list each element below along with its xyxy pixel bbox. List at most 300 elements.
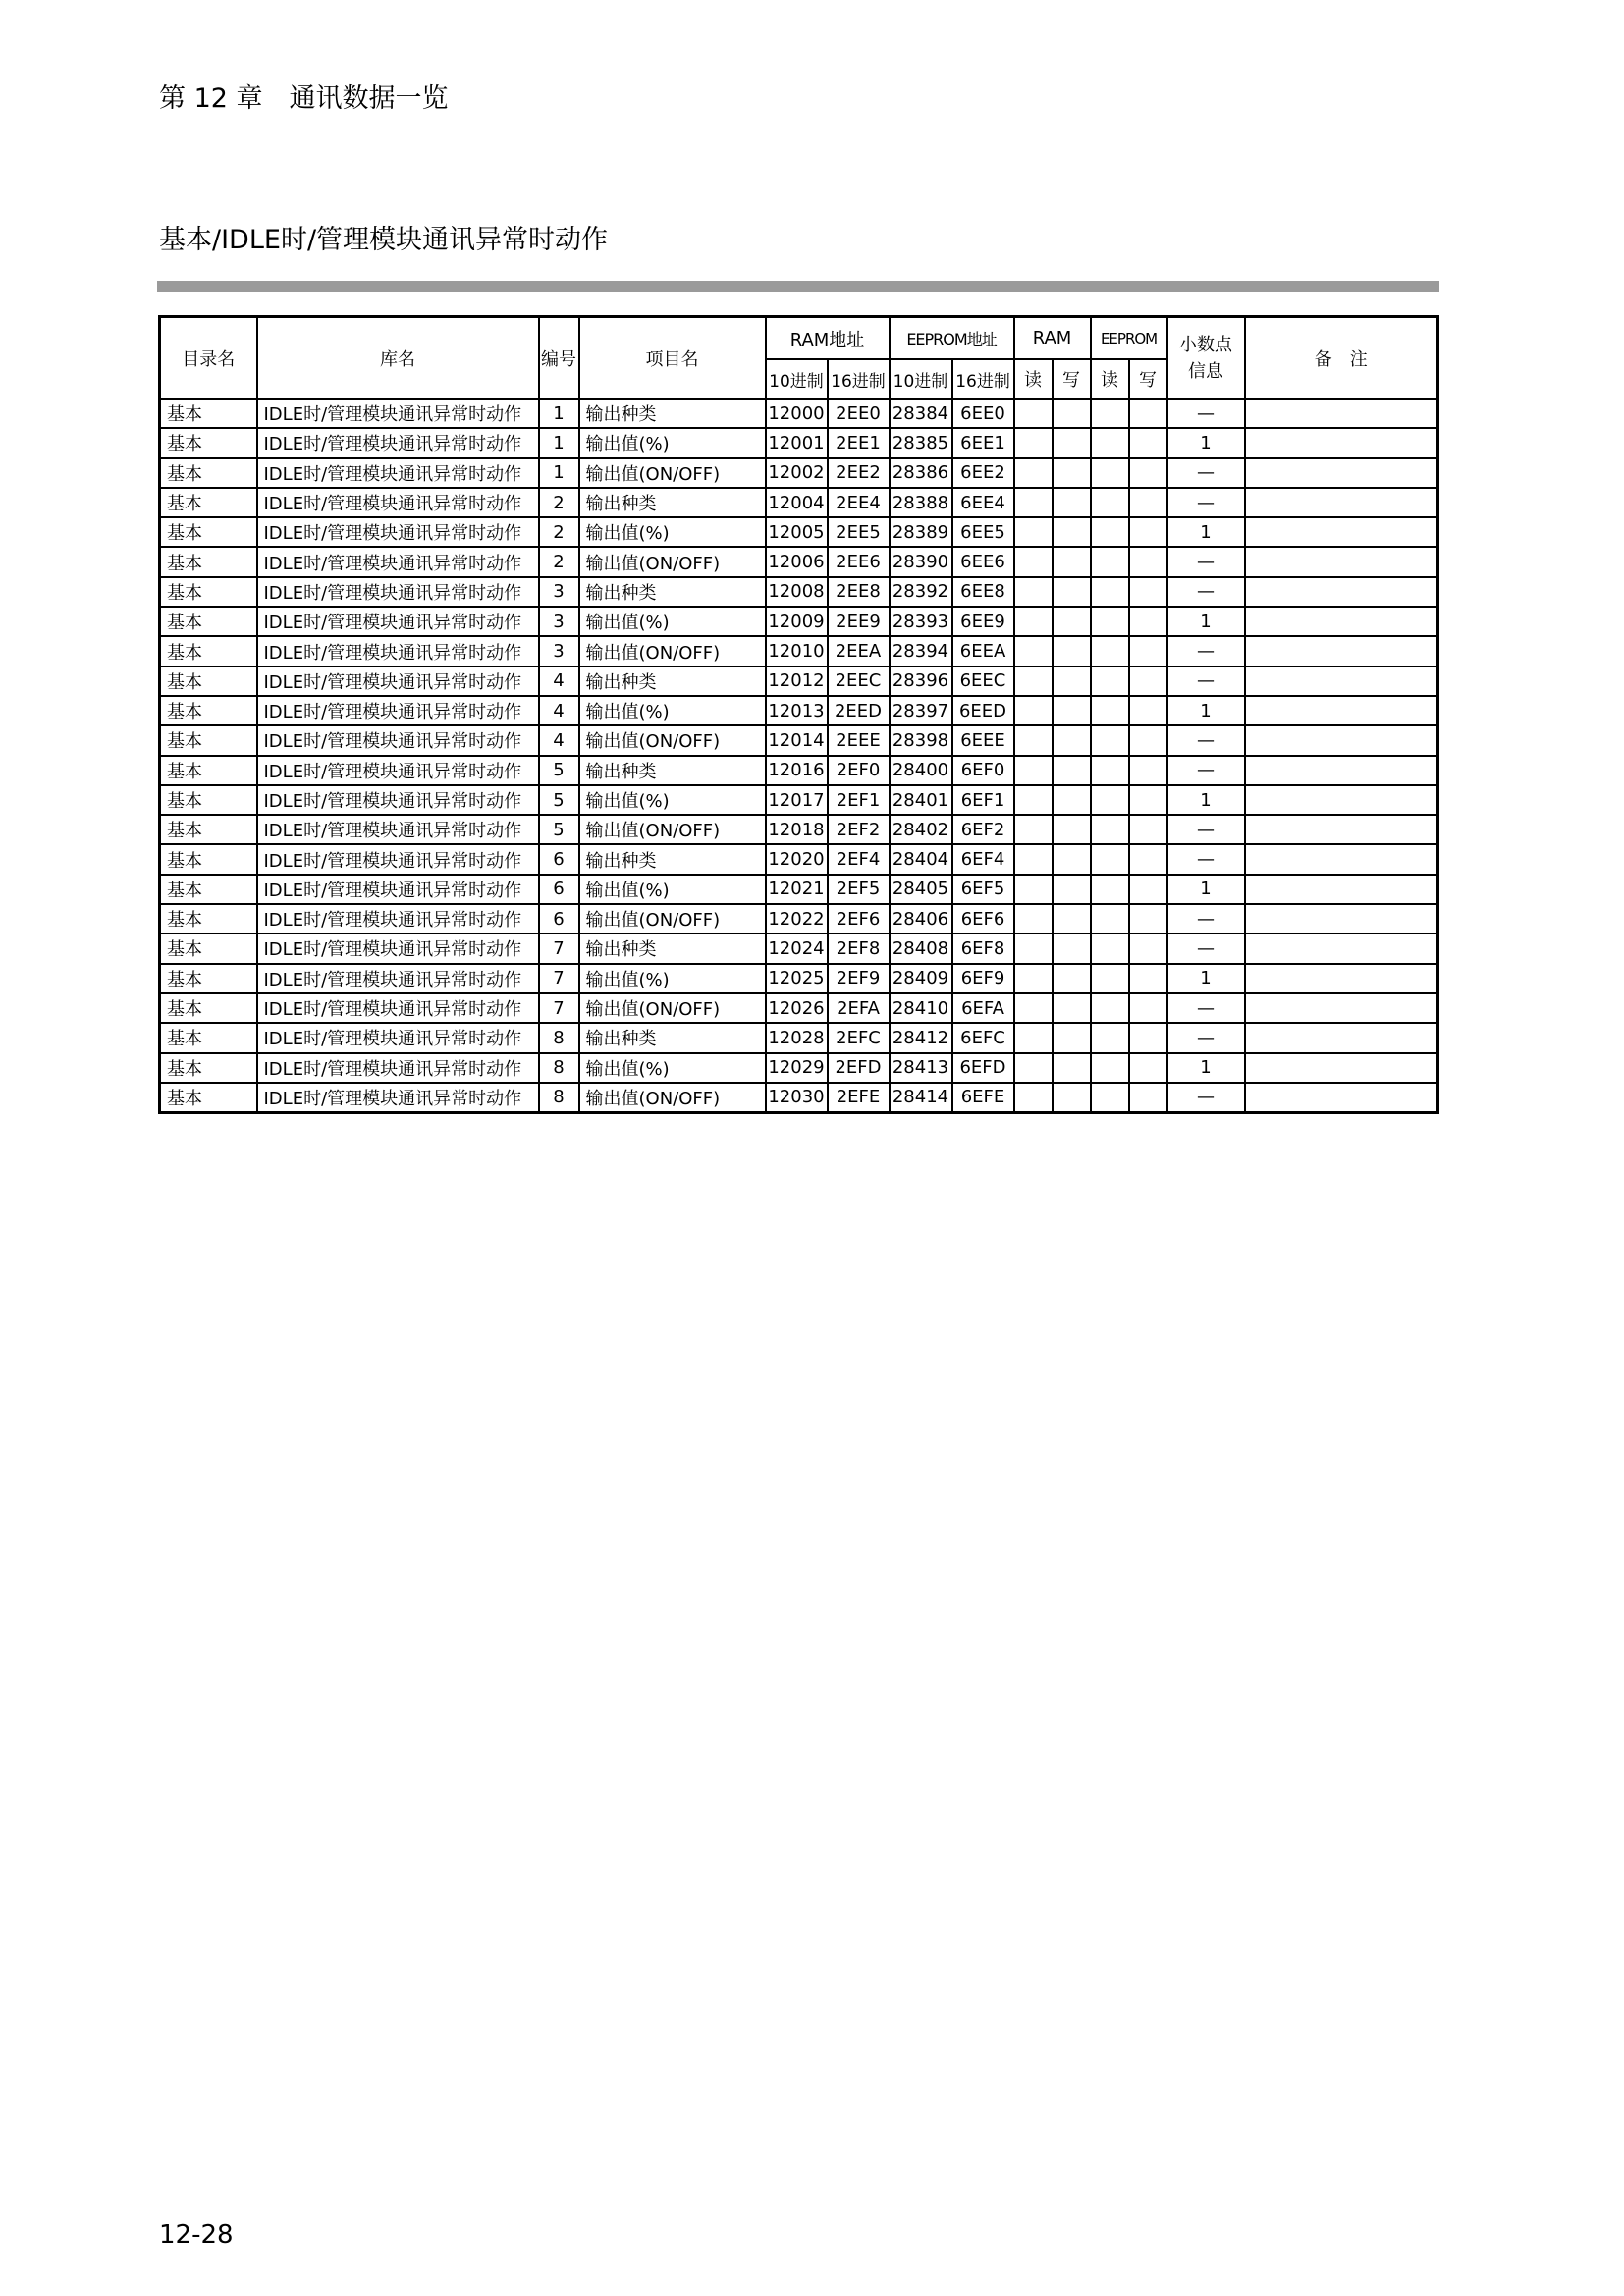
cell-remarks <box>1245 517 1438 547</box>
cell-eeprom-dec: 28396 <box>890 667 952 696</box>
cell-ram-write <box>1053 844 1091 874</box>
cell-remarks <box>1245 667 1438 696</box>
cell-eeprom-dec: 28390 <box>890 547 952 576</box>
cell-eeprom-hex: 6EF6 <box>952 904 1014 934</box>
cell-decimal-info: — <box>1167 488 1245 517</box>
cell-library: IDLE时/管理模块通讯异常时动作 <box>257 815 539 844</box>
chapter-heading: 第 12 章 通讯数据一览 <box>159 83 449 114</box>
cell-eeprom-hex: 6EFE <box>952 1083 1014 1113</box>
cell-eeprom-hex: 6EE2 <box>952 458 1014 488</box>
cell-remarks <box>1245 607 1438 636</box>
cell-eeprom-dec: 28406 <box>890 904 952 934</box>
cell-eeprom-dec: 28388 <box>890 488 952 517</box>
cell-eeprom-dec: 28392 <box>890 577 952 607</box>
table-row <box>160 815 1438 844</box>
cell-ram-read <box>1014 488 1053 517</box>
cell-eeprom-read <box>1091 1053 1129 1083</box>
cell-eeprom-hex: 6EE1 <box>952 428 1014 457</box>
cell-eeprom-dec: 28402 <box>890 815 952 844</box>
cell-eeprom-read <box>1091 1083 1129 1113</box>
cell-ram-hex: 2EF4 <box>828 844 890 874</box>
cell-ram-dec: 12025 <box>766 964 828 993</box>
cell-eeprom-hex: 6EEA <box>952 636 1014 666</box>
cell-eeprom-write <box>1129 844 1167 874</box>
cell-ram-read <box>1014 756 1053 785</box>
cell-number: 2 <box>539 488 579 517</box>
cell-decimal-info: 1 <box>1167 964 1245 993</box>
cell-ram-read <box>1014 1053 1053 1083</box>
cell-item: 输出值(%) <box>579 517 766 547</box>
cell-library: IDLE时/管理模块通讯异常时动作 <box>257 458 539 488</box>
cell-decimal-info: — <box>1167 934 1245 963</box>
table-body <box>160 399 1438 1113</box>
cell-ram-read <box>1014 1083 1053 1113</box>
header-catalog: 目录名 <box>160 317 257 400</box>
cell-remarks <box>1245 844 1438 874</box>
cell-eeprom-write <box>1129 756 1167 785</box>
header-ram: RAM <box>1014 317 1091 360</box>
cell-eeprom-write <box>1129 399 1167 428</box>
cell-ram-hex: 2EF2 <box>828 815 890 844</box>
cell-ram-dec: 12004 <box>766 488 828 517</box>
cell-item: 输出种类 <box>579 934 766 963</box>
cell-catalog: 基本 <box>160 785 257 815</box>
cell-eeprom-read <box>1091 399 1129 428</box>
cell-eeprom-read <box>1091 875 1129 904</box>
cell-eeprom-write <box>1129 577 1167 607</box>
cell-ram-dec: 12002 <box>766 458 828 488</box>
cell-remarks <box>1245 785 1438 815</box>
cell-remarks <box>1245 875 1438 904</box>
cell-ram-hex: 2EFD <box>828 1053 890 1083</box>
table-row <box>160 1023 1438 1052</box>
cell-ram-dec: 12018 <box>766 815 828 844</box>
cell-number: 6 <box>539 875 579 904</box>
cell-ram-write <box>1053 458 1091 488</box>
cell-number: 7 <box>539 934 579 963</box>
cell-library: IDLE时/管理模块通讯异常时动作 <box>257 725 539 755</box>
cell-eeprom-hex: 6EE6 <box>952 547 1014 576</box>
cell-eeprom-dec: 28405 <box>890 875 952 904</box>
cell-item: 输出种类 <box>579 488 766 517</box>
cell-ram-hex: 2EF9 <box>828 964 890 993</box>
cell-eeprom-read <box>1091 667 1129 696</box>
cell-eeprom-read <box>1091 964 1129 993</box>
cell-ram-dec: 12009 <box>766 607 828 636</box>
cell-eeprom-dec: 28394 <box>890 636 952 666</box>
cell-ram-read <box>1014 1023 1053 1052</box>
cell-ram-write <box>1053 904 1091 934</box>
cell-ram-hex: 2EFE <box>828 1083 890 1113</box>
cell-decimal-info: — <box>1167 636 1245 666</box>
cell-ram-write <box>1053 1023 1091 1052</box>
table-row <box>160 696 1438 725</box>
cell-ram-write <box>1053 607 1091 636</box>
cell-eeprom-read <box>1091 607 1129 636</box>
cell-catalog: 基本 <box>160 964 257 993</box>
cell-ram-dec: 12016 <box>766 756 828 785</box>
header-ram-write: 写 <box>1053 359 1091 399</box>
cell-catalog: 基本 <box>160 756 257 785</box>
cell-catalog: 基本 <box>160 636 257 666</box>
page-number: 12-28 <box>159 2220 234 2250</box>
cell-ram-hex: 2EE4 <box>828 488 890 517</box>
cell-number: 5 <box>539 756 579 785</box>
cell-decimal-info: — <box>1167 725 1245 755</box>
cell-ram-dec: 12001 <box>766 428 828 457</box>
cell-eeprom-read <box>1091 636 1129 666</box>
cell-eeprom-read <box>1091 756 1129 785</box>
cell-number: 4 <box>539 696 579 725</box>
cell-catalog: 基本 <box>160 577 257 607</box>
cell-ram-dec: 12012 <box>766 667 828 696</box>
cell-item: 输出值(%) <box>579 696 766 725</box>
cell-ram-hex: 2EF6 <box>828 904 890 934</box>
cell-ram-hex: 2EF1 <box>828 785 890 815</box>
cell-remarks <box>1245 725 1438 755</box>
table-row <box>160 725 1438 755</box>
cell-item: 输出值(ON/OFF) <box>579 904 766 934</box>
cell-ram-hex: 2EE1 <box>828 428 890 457</box>
cell-decimal-info: 1 <box>1167 428 1245 457</box>
header-remarks: 备 注 <box>1245 317 1438 400</box>
cell-eeprom-write <box>1129 785 1167 815</box>
cell-ram-write <box>1053 964 1091 993</box>
table-row <box>160 636 1438 666</box>
cell-number: 6 <box>539 844 579 874</box>
cell-ram-hex: 2EFA <box>828 993 890 1023</box>
cell-catalog: 基本 <box>160 517 257 547</box>
table-row <box>160 993 1438 1023</box>
cell-eeprom-dec: 28398 <box>890 725 952 755</box>
cell-eeprom-read <box>1091 904 1129 934</box>
cell-eeprom-write <box>1129 1083 1167 1113</box>
cell-catalog: 基本 <box>160 844 257 874</box>
cell-eeprom-hex: 6EE9 <box>952 607 1014 636</box>
cell-eeprom-hex: 6EF2 <box>952 815 1014 844</box>
table-row <box>160 785 1438 815</box>
cell-eeprom-write <box>1129 696 1167 725</box>
cell-ram-read <box>1014 636 1053 666</box>
cell-eeprom-hex: 6EF0 <box>952 756 1014 785</box>
cell-decimal-info: — <box>1167 1083 1245 1113</box>
cell-item: 输出值(ON/OFF) <box>579 815 766 844</box>
table-row <box>160 1053 1438 1083</box>
cell-ram-read <box>1014 428 1053 457</box>
cell-eeprom-dec: 28412 <box>890 1023 952 1052</box>
table-row <box>160 1083 1438 1113</box>
cell-number: 1 <box>539 428 579 457</box>
cell-catalog: 基本 <box>160 1023 257 1052</box>
table-row <box>160 756 1438 785</box>
table-row <box>160 547 1438 576</box>
table-row <box>160 875 1438 904</box>
cell-decimal-info: 1 <box>1167 517 1245 547</box>
cell-eeprom-hex: 6EE0 <box>952 399 1014 428</box>
cell-eeprom-read <box>1091 785 1129 815</box>
header-eeprom-write: 写 <box>1129 359 1167 399</box>
cell-number: 5 <box>539 815 579 844</box>
cell-eeprom-hex: 6EF4 <box>952 844 1014 874</box>
cell-eeprom-read <box>1091 725 1129 755</box>
cell-ram-write <box>1053 577 1091 607</box>
cell-ram-read <box>1014 696 1053 725</box>
header-ram-read: 读 <box>1014 359 1053 399</box>
cell-item: 输出值(ON/OFF) <box>579 636 766 666</box>
cell-catalog: 基本 <box>160 815 257 844</box>
cell-decimal-info: — <box>1167 577 1245 607</box>
cell-eeprom-write <box>1129 1053 1167 1083</box>
table-row <box>160 577 1438 607</box>
cell-ram-read <box>1014 815 1053 844</box>
cell-library: IDLE时/管理模块通讯异常时动作 <box>257 785 539 815</box>
cell-item: 输出种类 <box>579 667 766 696</box>
header-number: 编号 <box>539 317 579 400</box>
cell-item: 输出种类 <box>579 756 766 785</box>
cell-eeprom-dec: 28413 <box>890 1053 952 1083</box>
cell-number: 8 <box>539 1083 579 1113</box>
cell-decimal-info: 1 <box>1167 785 1245 815</box>
table-row <box>160 488 1438 517</box>
cell-ram-write <box>1053 875 1091 904</box>
cell-catalog: 基本 <box>160 428 257 457</box>
cell-decimal-info: — <box>1167 904 1245 934</box>
cell-ram-write <box>1053 1083 1091 1113</box>
cell-decimal-info: — <box>1167 458 1245 488</box>
cell-ram-read <box>1014 875 1053 904</box>
cell-ram-dec: 12006 <box>766 547 828 576</box>
cell-item: 输出值(%) <box>579 607 766 636</box>
cell-ram-read <box>1014 458 1053 488</box>
cell-number: 4 <box>539 725 579 755</box>
cell-ram-hex: 2EE8 <box>828 577 890 607</box>
cell-ram-hex: 2EE6 <box>828 547 890 576</box>
cell-number: 2 <box>539 547 579 576</box>
cell-eeprom-hex: 6EF5 <box>952 875 1014 904</box>
cell-remarks <box>1245 696 1438 725</box>
cell-library: IDLE时/管理模块通讯异常时动作 <box>257 577 539 607</box>
cell-decimal-info: — <box>1167 815 1245 844</box>
cell-item: 输出值(%) <box>579 785 766 815</box>
cell-ram-hex: 2EF8 <box>828 934 890 963</box>
cell-decimal-info: 1 <box>1167 607 1245 636</box>
cell-ram-hex: 2EEC <box>828 667 890 696</box>
cell-eeprom-dec: 28410 <box>890 993 952 1023</box>
cell-ram-read <box>1014 964 1053 993</box>
cell-remarks <box>1245 934 1438 963</box>
section-title: 基本/IDLE时/管理模块通讯异常时动作 <box>159 225 609 255</box>
cell-item: 输出种类 <box>579 844 766 874</box>
cell-catalog: 基本 <box>160 488 257 517</box>
cell-ram-hex: 2EE5 <box>828 517 890 547</box>
cell-number: 4 <box>539 667 579 696</box>
cell-library: IDLE时/管理模块通讯异常时动作 <box>257 547 539 576</box>
cell-eeprom-hex: 6EFA <box>952 993 1014 1023</box>
cell-item: 输出种类 <box>579 399 766 428</box>
cell-ram-dec: 12029 <box>766 1053 828 1083</box>
cell-eeprom-read <box>1091 815 1129 844</box>
cell-decimal-info: 1 <box>1167 1053 1245 1083</box>
header-decimal-info: 小数点 信息 <box>1167 317 1245 400</box>
cell-ram-dec: 12017 <box>766 785 828 815</box>
cell-eeprom-dec: 28384 <box>890 399 952 428</box>
cell-eeprom-hex: 6EED <box>952 696 1014 725</box>
cell-item: 输出值(%) <box>579 428 766 457</box>
cell-ram-dec: 12013 <box>766 696 828 725</box>
cell-eeprom-write <box>1129 636 1167 666</box>
cell-ram-hex: 2EF0 <box>828 756 890 785</box>
cell-eeprom-read <box>1091 458 1129 488</box>
cell-eeprom-read <box>1091 428 1129 457</box>
cell-decimal-info: — <box>1167 993 1245 1023</box>
cell-ram-read <box>1014 399 1053 428</box>
cell-decimal-info: 1 <box>1167 875 1245 904</box>
cell-remarks <box>1245 636 1438 666</box>
cell-ram-dec: 12005 <box>766 517 828 547</box>
header-eeprom: EEPROM <box>1091 317 1167 360</box>
cell-decimal-info: — <box>1167 756 1245 785</box>
header-eeprom-read: 读 <box>1091 359 1129 399</box>
cell-ram-write <box>1053 785 1091 815</box>
cell-remarks <box>1245 1023 1438 1052</box>
cell-item: 输出值(%) <box>579 964 766 993</box>
cell-eeprom-dec: 28389 <box>890 517 952 547</box>
cell-number: 8 <box>539 1053 579 1083</box>
cell-ram-read <box>1014 577 1053 607</box>
cell-eeprom-hex: 6EF9 <box>952 964 1014 993</box>
cell-number: 7 <box>539 964 579 993</box>
cell-eeprom-read <box>1091 517 1129 547</box>
cell-item: 输出种类 <box>579 1023 766 1052</box>
cell-number: 8 <box>539 1023 579 1052</box>
cell-ram-write <box>1053 934 1091 963</box>
cell-ram-dec: 12008 <box>766 577 828 607</box>
header-eeprom-dec: 10进制 <box>890 359 952 399</box>
cell-library: IDLE时/管理模块通讯异常时动作 <box>257 636 539 666</box>
cell-ram-read <box>1014 934 1053 963</box>
cell-eeprom-write <box>1129 725 1167 755</box>
table-row <box>160 964 1438 993</box>
cell-library: IDLE时/管理模块通讯异常时动作 <box>257 667 539 696</box>
cell-remarks <box>1245 964 1438 993</box>
cell-eeprom-read <box>1091 844 1129 874</box>
cell-eeprom-write <box>1129 815 1167 844</box>
cell-item: 输出值(ON/OFF) <box>579 725 766 755</box>
cell-library: IDLE时/管理模块通讯异常时动作 <box>257 607 539 636</box>
cell-catalog: 基本 <box>160 934 257 963</box>
cell-ram-dec: 12021 <box>766 875 828 904</box>
cell-item: 输出种类 <box>579 577 766 607</box>
cell-number: 5 <box>539 785 579 815</box>
cell-ram-dec: 12010 <box>766 636 828 666</box>
cell-ram-dec: 12026 <box>766 993 828 1023</box>
cell-remarks <box>1245 458 1438 488</box>
cell-eeprom-read <box>1091 696 1129 725</box>
cell-library: IDLE时/管理模块通讯异常时动作 <box>257 1083 539 1113</box>
cell-ram-hex: 2EF5 <box>828 875 890 904</box>
cell-eeprom-write <box>1129 964 1167 993</box>
cell-number: 7 <box>539 993 579 1023</box>
cell-ram-write <box>1053 428 1091 457</box>
header-ram-address: RAM地址 <box>766 317 890 360</box>
cell-eeprom-read <box>1091 993 1129 1023</box>
cell-ram-read <box>1014 517 1053 547</box>
cell-decimal-info: — <box>1167 844 1245 874</box>
cell-eeprom-hex: 6EEE <box>952 725 1014 755</box>
cell-ram-hex: 2EE0 <box>828 399 890 428</box>
table-row <box>160 517 1438 547</box>
cell-library: IDLE时/管理模块通讯异常时动作 <box>257 934 539 963</box>
cell-catalog: 基本 <box>160 607 257 636</box>
cell-library: IDLE时/管理模块通讯异常时动作 <box>257 1023 539 1052</box>
cell-eeprom-read <box>1091 1023 1129 1052</box>
cell-library: IDLE时/管理模块通讯异常时动作 <box>257 964 539 993</box>
cell-remarks <box>1245 815 1438 844</box>
cell-ram-write <box>1053 756 1091 785</box>
cell-remarks <box>1245 1053 1438 1083</box>
cell-number: 1 <box>539 399 579 428</box>
cell-eeprom-dec: 28404 <box>890 844 952 874</box>
cell-library: IDLE时/管理模块通讯异常时动作 <box>257 1053 539 1083</box>
section-divider <box>157 281 1439 292</box>
cell-eeprom-hex: 6EF8 <box>952 934 1014 963</box>
cell-ram-write <box>1053 993 1091 1023</box>
cell-ram-write <box>1053 725 1091 755</box>
cell-eeprom-write <box>1129 1023 1167 1052</box>
table-row <box>160 667 1438 696</box>
cell-ram-hex: 2EE2 <box>828 458 890 488</box>
cell-ram-write <box>1053 517 1091 547</box>
cell-ram-dec: 12020 <box>766 844 828 874</box>
cell-ram-dec: 12024 <box>766 934 828 963</box>
cell-library: IDLE时/管理模块通讯异常时动作 <box>257 844 539 874</box>
cell-eeprom-read <box>1091 577 1129 607</box>
table-row <box>160 904 1438 934</box>
cell-ram-write <box>1053 399 1091 428</box>
cell-eeprom-hex: 6EFD <box>952 1053 1014 1083</box>
cell-catalog: 基本 <box>160 696 257 725</box>
cell-eeprom-read <box>1091 547 1129 576</box>
cell-eeprom-read <box>1091 934 1129 963</box>
cell-decimal-info: — <box>1167 547 1245 576</box>
header-ram-dec: 10进制 <box>766 359 828 399</box>
cell-ram-dec: 12022 <box>766 904 828 934</box>
cell-ram-read <box>1014 785 1053 815</box>
cell-remarks <box>1245 993 1438 1023</box>
cell-ram-dec: 12030 <box>766 1083 828 1113</box>
cell-library: IDLE时/管理模块通讯异常时动作 <box>257 428 539 457</box>
cell-library: IDLE时/管理模块通讯异常时动作 <box>257 488 539 517</box>
cell-catalog: 基本 <box>160 904 257 934</box>
cell-ram-write <box>1053 547 1091 576</box>
cell-eeprom-write <box>1129 607 1167 636</box>
cell-eeprom-hex: 6EE5 <box>952 517 1014 547</box>
cell-library: IDLE时/管理模块通讯异常时动作 <box>257 993 539 1023</box>
cell-remarks <box>1245 904 1438 934</box>
cell-library: IDLE时/管理模块通讯异常时动作 <box>257 904 539 934</box>
table-row <box>160 607 1438 636</box>
cell-catalog: 基本 <box>160 667 257 696</box>
cell-eeprom-write <box>1129 488 1167 517</box>
cell-eeprom-write <box>1129 667 1167 696</box>
cell-item: 输出值(ON/OFF) <box>579 547 766 576</box>
cell-eeprom-hex: 6EFC <box>952 1023 1014 1052</box>
cell-eeprom-write <box>1129 993 1167 1023</box>
cell-eeprom-write <box>1129 934 1167 963</box>
header-eeprom-address: EEPROM地址 <box>890 317 1014 360</box>
cell-ram-write <box>1053 667 1091 696</box>
cell-number: 3 <box>539 636 579 666</box>
